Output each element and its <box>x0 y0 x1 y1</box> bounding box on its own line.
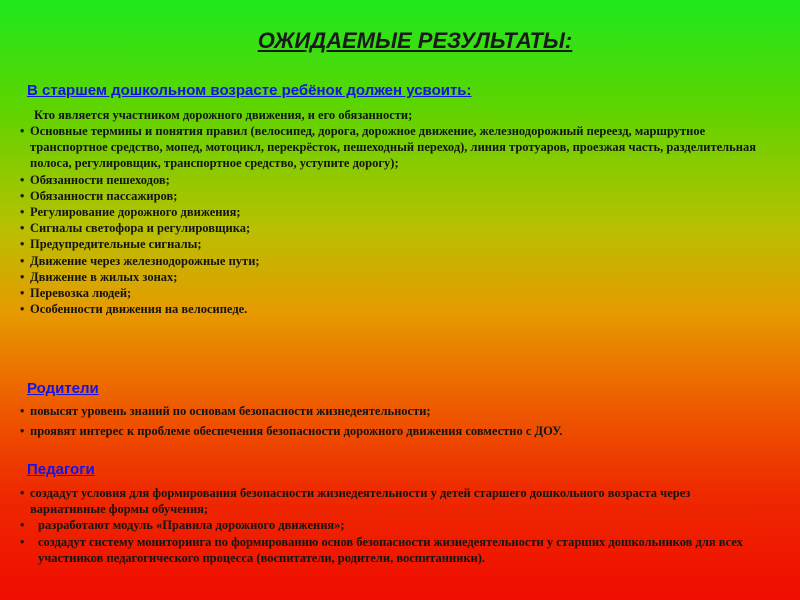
list-item: • проявят интерес к проблеме обеспечения безопасности дорожного движения совместно с ДОУ. <box>20 423 780 439</box>
list-item: • Особенности движения на велосипеде. <box>20 301 775 317</box>
list-item: • повысят уровень знаний по основам безопасности жизнедеятельности; <box>20 403 780 419</box>
list-item: • Перевозка людей; <box>20 285 775 301</box>
list-item: • Предупредительные сигналы; <box>20 236 775 252</box>
children-intro: Кто является участником дорожного движения, и его обязанности; <box>34 108 413 122</box>
list-item: • Сигналы светофора и регулировщика; <box>20 220 775 236</box>
list-item: • Движение через железнодорожные пути; <box>20 253 775 269</box>
list-item: • создадут систему мониторинга по формированию основ безопасности жизнедеятельности у старших дошкольников для всех участников педагогического процесса (воспитатели, родители, воспитанники). <box>20 534 760 566</box>
list-item: • создадут условия для формирования безопасности жизнедеятельности у детей старшего дошкольного возраста через вариативные формы обучения; <box>20 485 760 517</box>
parents-list <box>20 403 780 439</box>
parents-heading: Родители <box>27 380 99 397</box>
list-item: • разработают модуль «Правила дорожного движения»; <box>20 517 760 533</box>
children-list <box>20 123 775 317</box>
list-item: • Обязанности пассажиров; <box>20 188 775 204</box>
list-item: • Движение в жилых зонах; <box>20 269 775 285</box>
children-heading: В старшем дошкольном возрасте ребёнок должен усвоить: <box>27 82 472 99</box>
slide-title: ОЖИДАЕМЫЕ РЕЗУЛЬТАТЫ: <box>257 28 573 53</box>
list-item: • Регулирование дорожного движения; <box>20 204 775 220</box>
teachers-heading: Педагоги <box>27 461 95 478</box>
list-item: • Обязанности пешеходов; <box>20 172 775 188</box>
list-item: • Основные термины и понятия правил (велосипед, дорога, дорожное движение, железнодорожный переезд, маршрутное транспортное средство, мопед, мотоцикл, перекрёсток, пешеходный переход), линия тротуаров, проезжая часть, разделительная полоса, регулировщик, транспортное средство, уступите дорогу); <box>20 123 775 172</box>
teachers-list <box>20 485 760 566</box>
